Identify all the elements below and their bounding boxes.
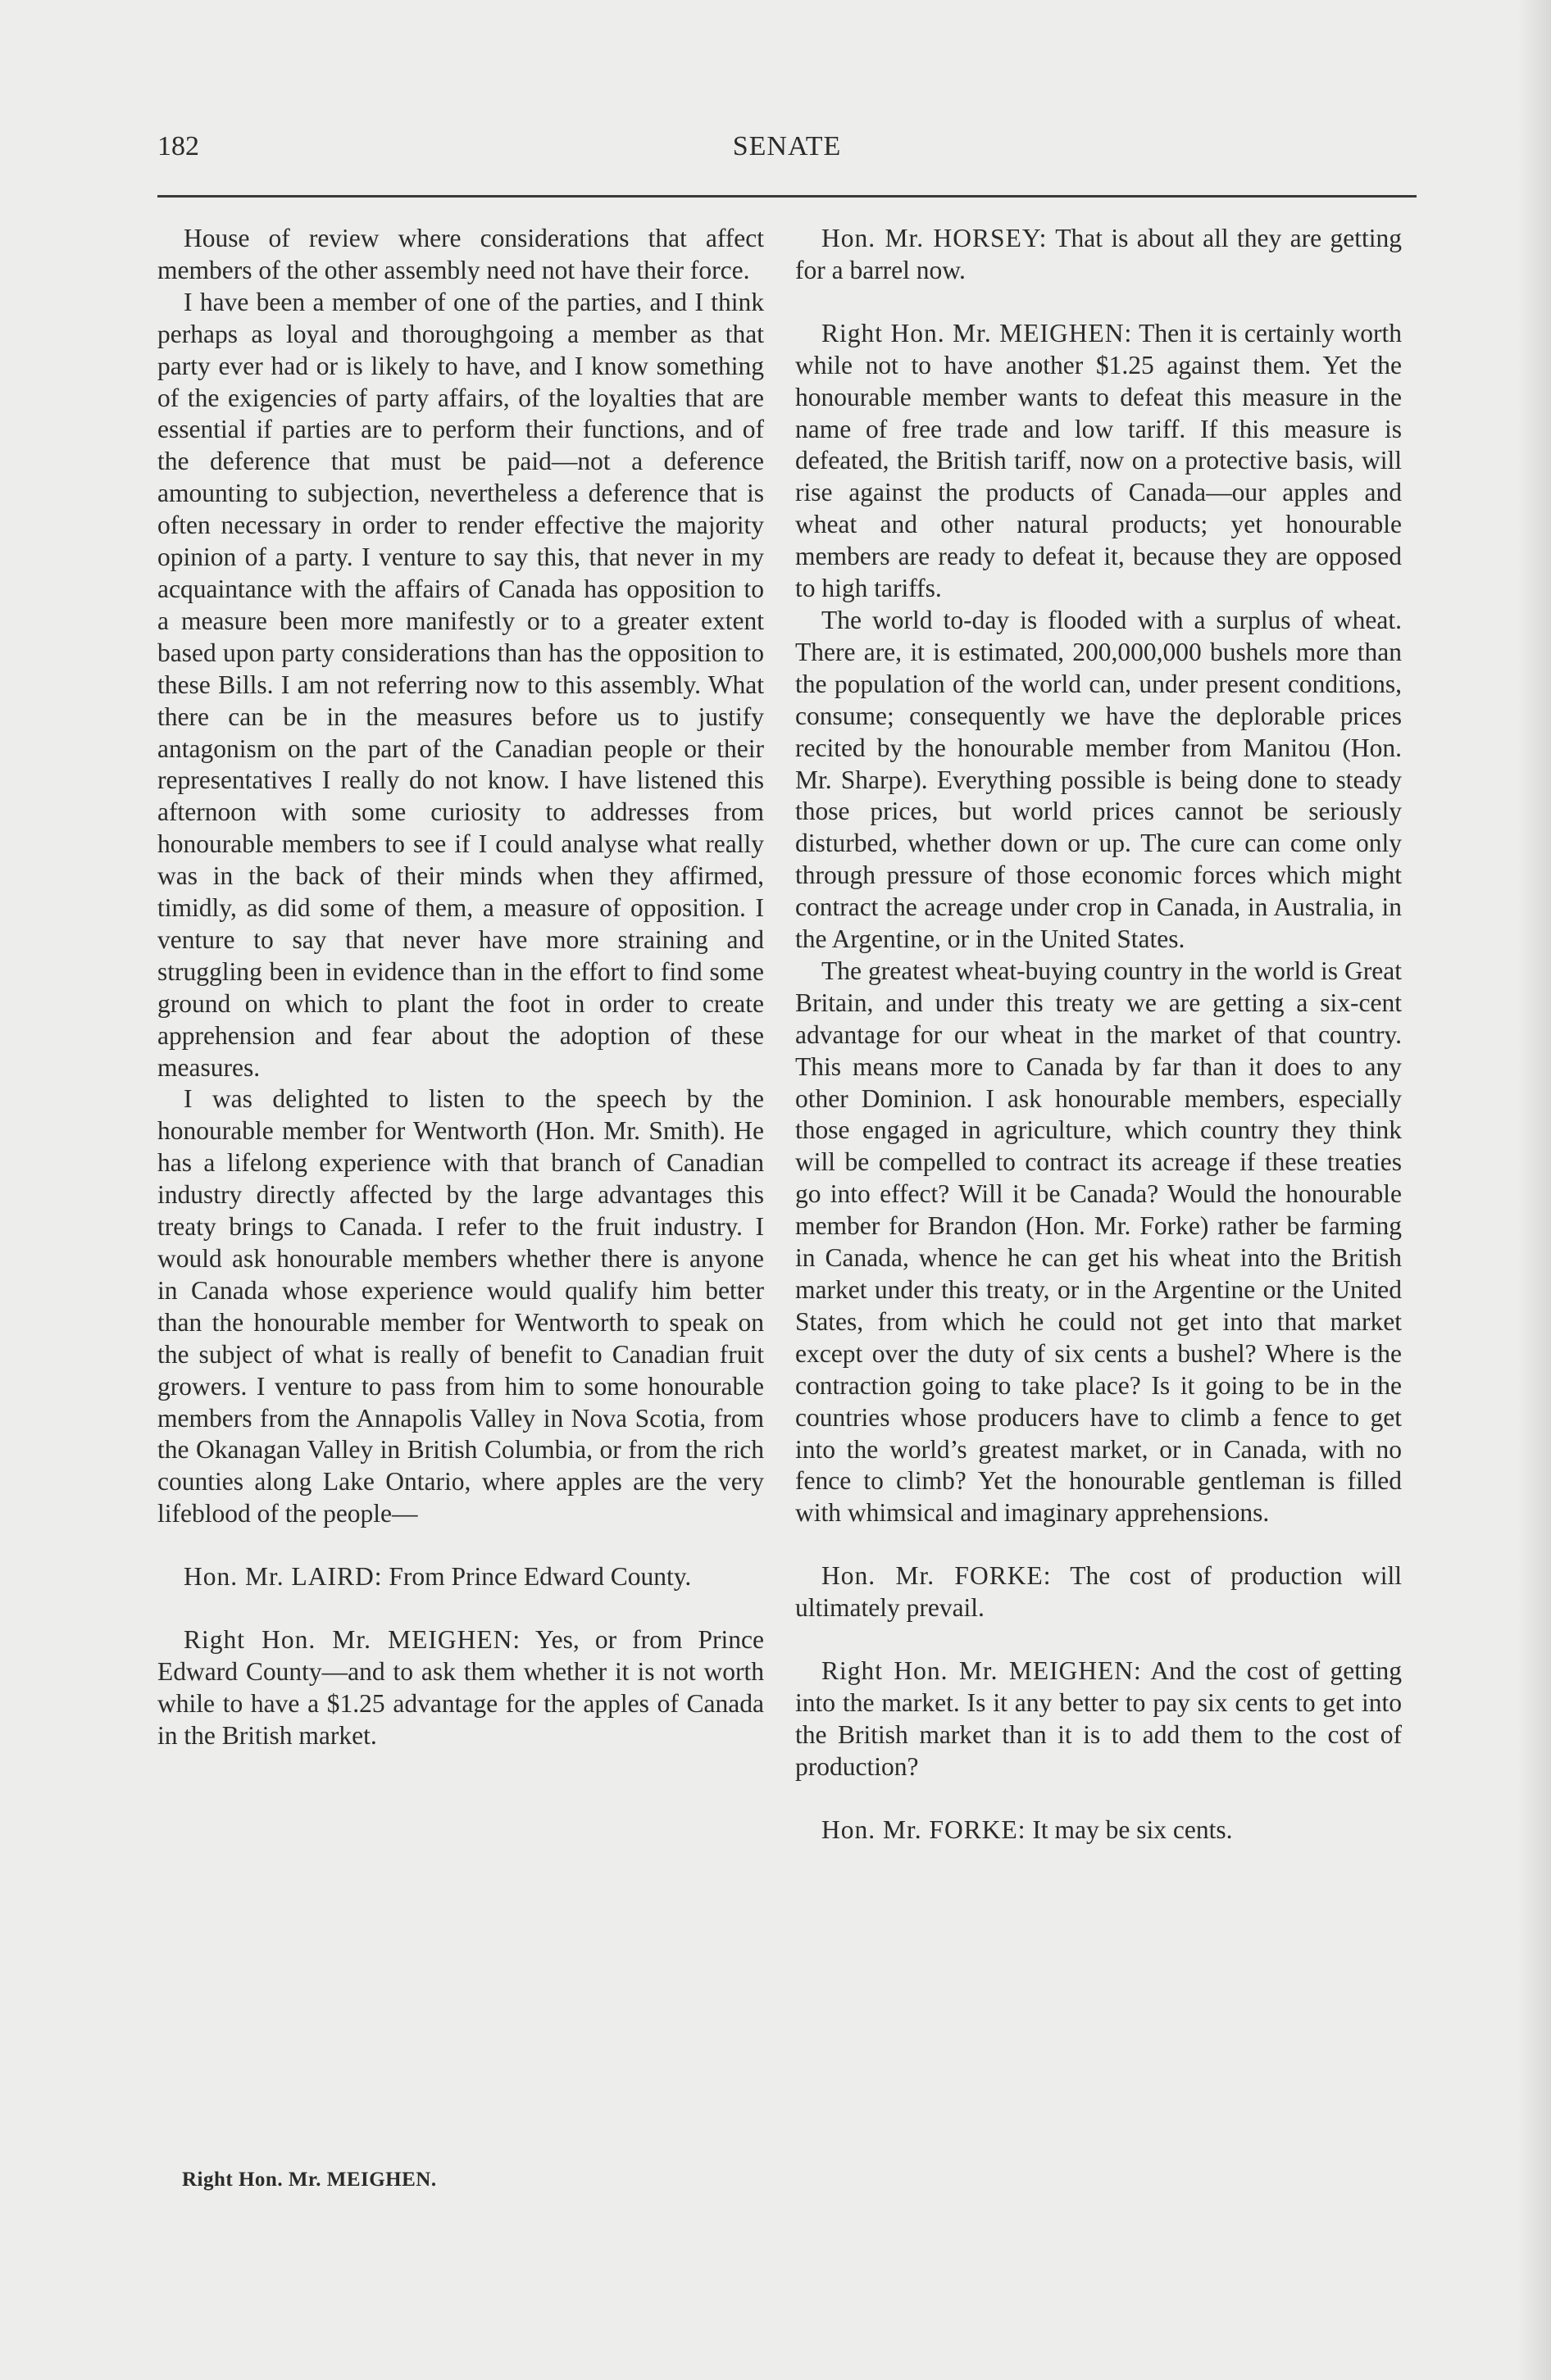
speaker-name: Right Hon. Mr. MEIGHEN: xyxy=(821,1656,1142,1686)
footer-catchword: Right Hon. Mr. MEIGHEN. xyxy=(182,2169,437,2191)
page-header xyxy=(157,131,1417,170)
speech-paragraph xyxy=(795,1656,1402,1783)
running-title: SENATE xyxy=(732,131,842,161)
speech-paragraph xyxy=(795,318,1402,605)
paragraph-text: The greatest wheat-buying country in the world is Great Britain, and under this treaty we are getting a six-cent advantage for our wheat in the market of that country. This means more to Canada by far than it does to any other Dominion. I ask honourable members, especially those engaged in agriculture, which country they think will be compelled to contract its acreage if these treaties go into effect? Will it be Canada? Would the honourable member for Brandon (Hon. Mr. Forke) rather be farming in Canada, whence he can get his wheat into the British market under this treaty, or in the Argentine or the United States, from which he could not get into that market except over the duty of six cents a bushel? Where is the contraction going to take place? Is it going to be in the countries whose producers have to climb a fence to get into the world’s greatest market, or in Canada, with no fence to climb? Yet the honourable gentleman is filled with whimsical and imaginary apprehensions. xyxy=(795,956,1402,1528)
speech-paragraph xyxy=(795,1815,1402,1846)
speaker-name: Hon. Mr. HORSEY: xyxy=(821,224,1048,252)
speaker-name: Hon. Mr. FORKE: xyxy=(821,1815,1026,1844)
paragraph-text: I have been a member of one of the parties, and I think perhaps as loyal and thoroughgoing a member as that party ever had or is likely to have, and I know something of the exigencies of party affairs, of the loyalties that are essential if parties are to perform their functions, and of the deference that must be paid—not a deference amounting to subjection, nevertheless a deference that is often necessary in order to render effective the majority opinion of a party. I venture to say this, that never in my acquaintance with the affairs of Canada has opposition to a measure been more manifestly or to a greater extent based upon party considerations than has the opposition to these Bills. I am not referring now to this assembly. What there can be in the measures before us to justify antagonism on the part of the Canadian people or their representatives I really do not know. I have listened this afternoon with some curiosity to addresses from honourable members to see if I could analyse what really was in the back of their minds when they affirmed, timidly, as did some of them, a measure of opposition. I venture to say that never have more straining and struggling been in evidence than in the effort to find some ground on which to plant the foot in order to create apprehension and fear about the adoption of these measures. xyxy=(157,287,764,1082)
speech-paragraph xyxy=(795,223,1402,287)
paragraph-text: It may be six cents. xyxy=(1026,1815,1233,1844)
paragraph-text: The world to-day is flooded with a surplus of wheat. There are, it is estimated, 200,000,000 bushels more than the population of the world can, under present conditions, consume; consequently we have the deplorable prices recited by the honourable member from Manitou (Hon. Mr. Sharpe). Everything possible is being done to steady those prices, but world prices cannot be seriously disturbed, whether down or up. The cure can come only through pressure of those economic forces which might contract the acreage under crop in Canada, in Australia, in the Argentine, or in the United States. xyxy=(795,605,1402,954)
speech-paragraph xyxy=(795,1560,1402,1624)
paragraph xyxy=(157,287,764,1084)
speech-paragraph xyxy=(157,1624,764,1752)
left-column xyxy=(157,223,764,1752)
paragraph-text: I was delighted to listen to the speech by the honourable member for Wentworth (Hon. Mr. Smith). He has a lifelong experience with that branch of Canadian industry directly affected by the large advantages this treaty brings to Canada. I refer to the fruit industry. I would ask honourable members whether there is anyone in Canada whose experience would qualify him better than the honourable member for Wentworth to speak on the subject of what is really of benefit to Canadian fruit growers. I venture to pass from him to some honourable members from the Annapolis Valley in Nova Scotia, from the Okanagan Valley in British Columbia, or from the rich counties along Lake Ontario, where apples are the very lifeblood of the people— xyxy=(157,1084,764,1528)
paragraph-text: House of review where considerations that affect members of the other assembly need not have their force. xyxy=(157,224,764,284)
right-column xyxy=(795,223,1402,1846)
paragraph-text: From Prince Edward County. xyxy=(382,1562,692,1592)
paragraph xyxy=(795,956,1402,1529)
page-number: 182 xyxy=(157,131,199,161)
paragraph-text: Yes, or from Prince Edward County—and to ask them whether it is not worth while to have a $1.25 advantage for the apples of Canada in the British market. xyxy=(157,1625,764,1750)
paragraph-text: That is about all they are getting for a barrel now. xyxy=(795,224,1403,284)
paragraph xyxy=(157,223,764,287)
page-edge-shadow xyxy=(1518,0,1551,2380)
speaker-name: Right Hon. Mr. MEIGHEN: xyxy=(821,318,1133,347)
paragraph-text: And the cost of getting into the market. Is it any better to pay six cents to get into the British market than it is to add them to the cost of production? xyxy=(795,1656,1402,1781)
paragraph-text: Then it is certainly worth while not to have another $1.25 against them. Yet the honourable member wants to defeat this measure in the name of free trade and low tariff. If this measure is defeated, the British tariff, now on a protective basis, will rise against the products of Canada—our apples and wheat and other natural products; yet honourable members are ready to defeat it, because they are opposed to high tariffs. xyxy=(795,318,1402,603)
paragraph-text: The cost of production will ultimately prevail. xyxy=(795,1561,1402,1623)
speaker-name: Right Hon. Mr. MEIGHEN: xyxy=(184,1625,521,1655)
speaker-name: Hon. Mr. FORKE: xyxy=(821,1561,1052,1591)
header-rule xyxy=(157,195,1417,198)
speaker-name: Hon. Mr. LAIRD: xyxy=(184,1562,383,1592)
paragraph xyxy=(157,1083,764,1530)
speech-paragraph xyxy=(157,1561,764,1593)
paragraph xyxy=(795,605,1402,956)
